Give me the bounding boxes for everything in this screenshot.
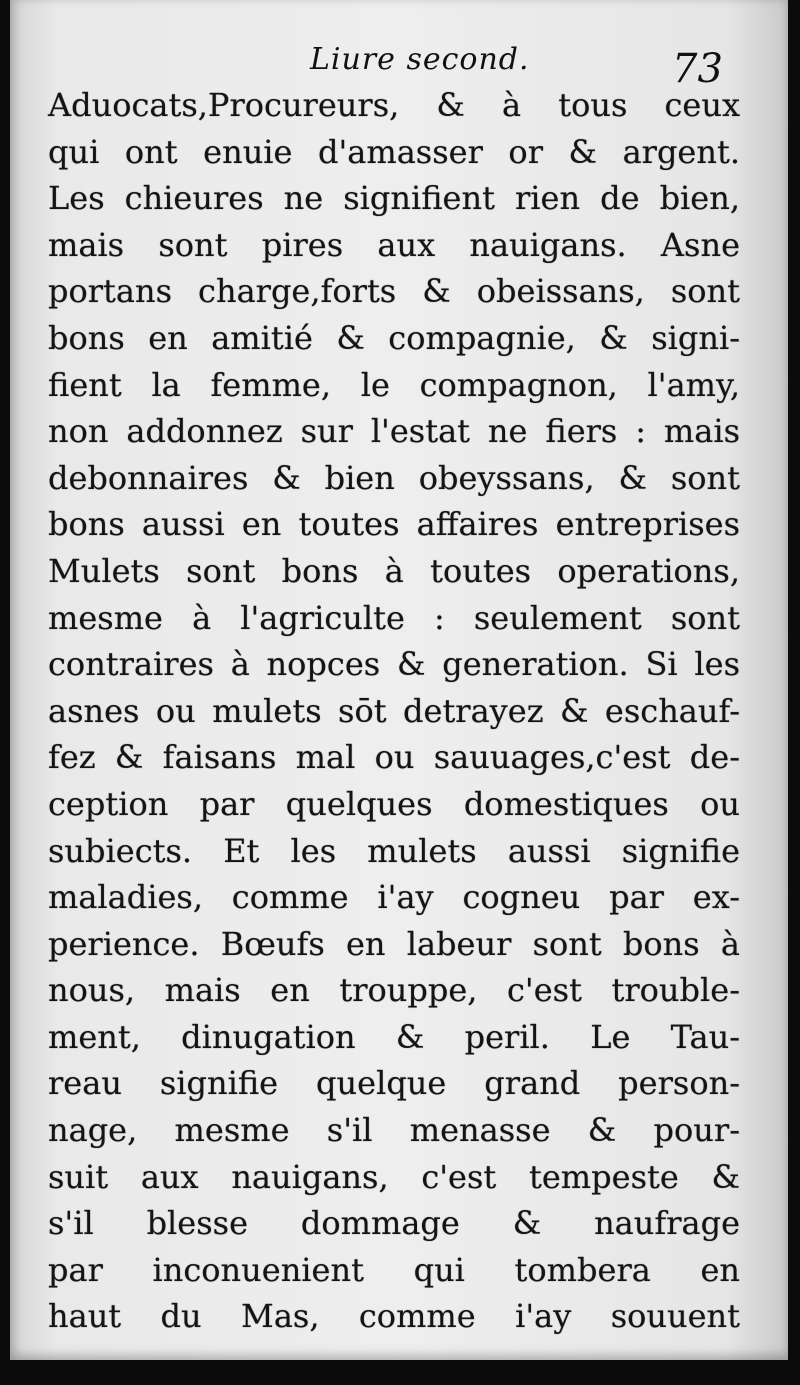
text-line: suit aux nauigans, c'est tempeste & (48, 1157, 740, 1196)
text-line: maladies, comme i'ay cogneu par ex- (48, 878, 740, 917)
text-line: debonnaires & bien obeyssans, & sont (48, 458, 740, 497)
text-line: s'il blesse dommage & naufrage (48, 1204, 740, 1243)
text-line: nous, mais en trouppe, c'est trouble- (48, 971, 740, 1010)
text-line: haut du Mas, comme i'ay souuent (48, 1297, 740, 1336)
text-line: mesme à l'agriculte : seulement sont (48, 598, 740, 637)
text-line: nage, mesme s'il menasse & pour- (48, 1111, 740, 1150)
text-line: perience. Bœufs en labeur sont bons à (48, 924, 740, 963)
text-line: qui ont enuie d'amasser or & argent. (48, 132, 740, 171)
text-line: Les chieures ne signifient rien de bien, (48, 179, 740, 218)
running-title: Liure second. (310, 42, 530, 77)
text-line: fez & faisans mal ou sauuages,c'est de- (48, 738, 740, 777)
page-number: 73 (672, 46, 723, 92)
text-line: contraires à nopces & generation. Si les (48, 645, 740, 684)
text-line: subiects. Et les mulets aussi signifie (48, 831, 740, 870)
text-line: non addonnez sur l'estat ne fiers : mais (48, 412, 740, 451)
body-text (48, 82, 740, 1340)
text-line: ment, dinugation & peril. Le Tau- (48, 1017, 740, 1056)
text-line: fient la femme, le compagnon, l'amy, (48, 365, 740, 404)
text-line: ception par quelques domestiques ou (48, 784, 740, 823)
text-line: portans charge,forts & obeissans, sont (48, 272, 740, 311)
text-line: Aduocats,Procureurs, & à tous ceux (48, 86, 740, 124)
text-line: asnes ou mulets sōt detrayez & eschauf- (48, 691, 740, 730)
text-line: mais sont pires aux nauigans. Asne (48, 225, 740, 264)
text-line: bons aussi en toutes affaires entreprises (48, 505, 740, 544)
text-line: Mulets sont bons à toutes operations, (48, 551, 740, 590)
book-leaf (10, 0, 788, 1360)
text-line: reau signifie quelque grand person- (48, 1064, 740, 1103)
text-line: par inconuenient qui tombera en (48, 1250, 740, 1289)
text-line: bons en amitié & compagnie, & signi- (48, 318, 740, 357)
